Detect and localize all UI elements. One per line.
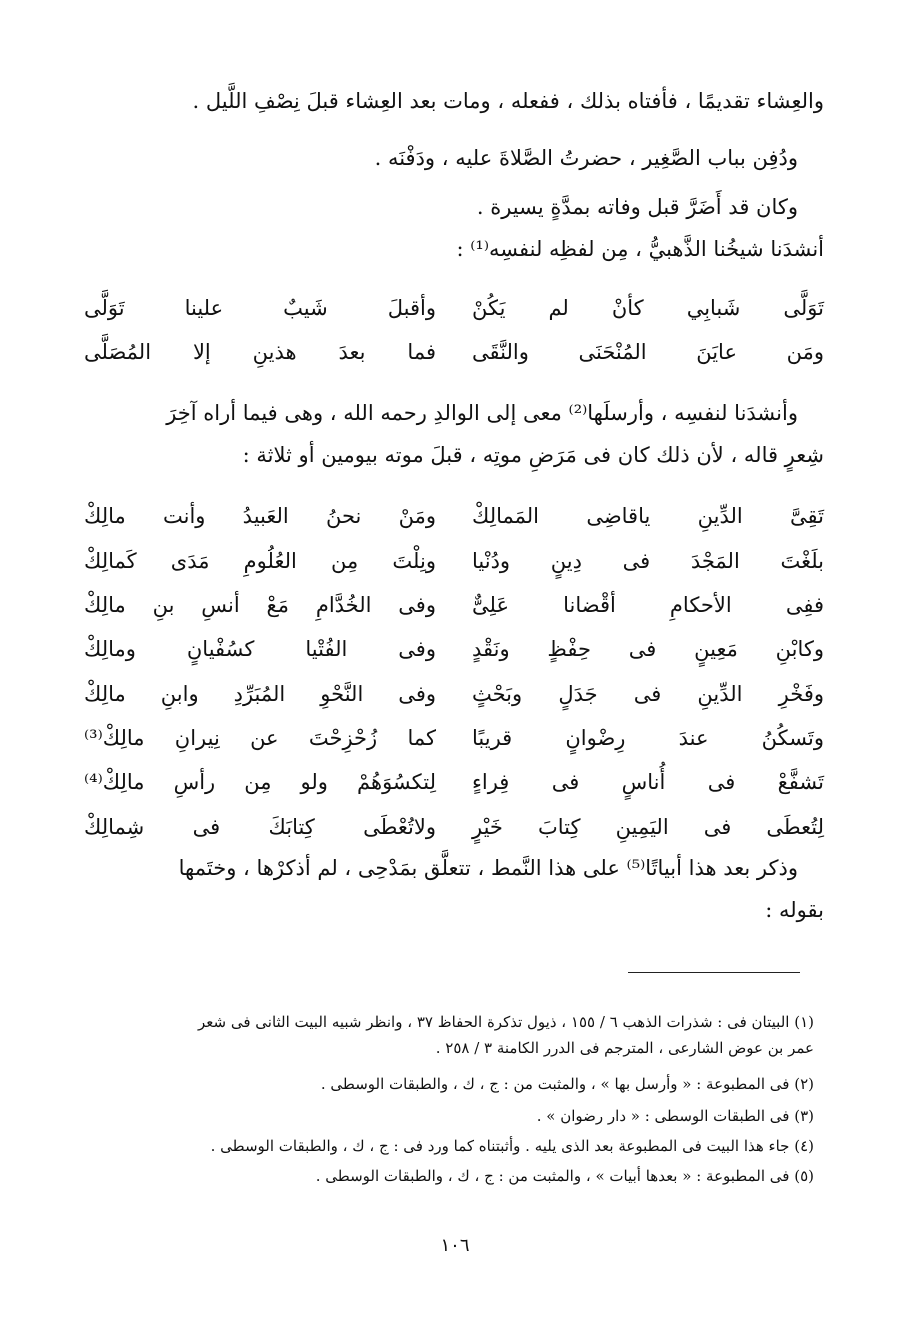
prose-line: وكان قد أَضَرَّ قبل وفاته بمدَّةٍ يسيرة . [476,195,798,219]
verse-line [84,292,824,324]
verse-line [84,811,824,843]
verse-first-hemistich: لِتُعطَى فى اليَمِينِ كِتابَ خَيْرٍ [472,815,824,839]
verse-first-hemistich: تَقِىَّ الدِّينِ ياقاضِى المَمالِكْ [472,504,824,528]
footnote: (٣) فى الطبقات الوسطى : « دار رضوان » . [536,1107,814,1125]
verse-first-hemistich: تَشفَّعْ فى أُناسٍ فى فِراءٍ [472,770,824,794]
footnote: (٥) فى المطبوعة : « بعدها أبيات » ، والمثبت من : ج ، ك ، والطبقات الوسطى . [315,1167,814,1185]
verse-second-hemistich: ومَنْ نحنُ العَبيدُ وأنت مالِكْ [84,504,436,528]
verse-first-hemistich: ففِى الأحكامِ أقْضانا عَلِىٌّ [472,593,824,617]
prose-line: وأنشدَنا لنفسِه ، وأرسلَها⁽²⁾ معى إلى الوالدِ رحمه الله ، وهى فيما أراه آخِرَ [166,401,798,425]
prose-line: بقوله : [765,898,824,922]
verse-first-hemistich: وكابْنِ مَعِينٍ فى حِفْظٍ ونَقْدٍ [472,637,824,661]
prose-line: شِعرٍ قاله ، لأن ذلك كان فى مَرَضِ موتِه ، قبلَ موته بيومين أو ثلاثة : [242,443,824,467]
footnote: عمر بن عوض الشارعى ، المترجم فى الدرر الكامنة ٣ / ٢٥٨ . [435,1039,814,1057]
verse-line [84,500,824,532]
prose-line: والعِشاء تقديمًا ، فأفتاه بذلك ، ففعله ، ومات بعد العِشاء قبلَ نِصْفِ اللَّيل . [192,89,824,113]
verse-second-hemistich: كما زُحْزِحْتَ عن نِيرانِ مالِكْ⁽³⁾ [84,726,436,750]
verse-first-hemistich: بلَغْتَ المَجْدَ فى دِينٍ ودُنْيا [472,549,824,573]
verse-line [84,633,824,665]
verse-line [84,589,824,621]
verse-line [84,545,824,577]
verse-first-hemistich: تَوَلَّى شَبابِي كأنْ لم يَكُنْ [472,296,824,320]
prose-line: أنشدَنا شيخُنا الذَّهبيُّ ، مِن لفظِه لنفسِه⁽¹⁾ : [456,237,824,261]
verse-second-hemistich: لِتكسُوَهُمْ ولو مِن رأسِ مالِكْ⁽⁴⁾ [84,770,436,794]
footnote: (٤) جاء هذا البيت فى المطبوعة بعد الذى يليه . وأثبتناه كما ورد فى : ج ، ك ، والطبقات الوسطى . [210,1137,814,1155]
page-number: ١٠٦ [440,1235,470,1256]
verse-line [84,722,824,754]
verse-second-hemistich: وأقبلَ شَيبٌ علينا تَوَلَّى [84,296,436,320]
verse-first-hemistich: ومَن عايَنَ المُنْحَنَى والنَّقَى [472,340,824,364]
footnote: (١) البيتان فى : شذرات الذهب ٦ / ١٥٥ ، ذيول تذكرة الحفاظ ٣٧ ، وانظر شبيه البيت الثانى فى شعر [197,1013,814,1031]
prose-line: ودُفِن بباب الصَّغِير ، حضرتُ الصَّلاةَ عليه ، ودَفْنَه . [374,146,798,170]
footnote: (٢) فى المطبوعة : « وأرسل بها » ، والمثبت من : ج ، ك ، والطبقات الوسطى . [320,1075,814,1093]
verse-second-hemistich: وفى الفُتْيا كسُفْيانٍ ومالِكْ [84,637,436,661]
verse-second-hemistich: فما بعدَ هذينِ إلا المُصَلَّى [84,340,436,364]
verse-second-hemistich: وفى النَّحْوِ المُبَرِّدِ وابنِ مالِكْ [84,682,436,706]
verse-line [84,678,824,710]
verse-second-hemistich: ونِلْتَ مِن العُلُومِ مَدَى كَمالِكْ [84,549,436,573]
verse-second-hemistich: وفى الخُدَّامِ مَعْ أنسِ بنِ مالِكْ [84,593,436,617]
verse-second-hemistich: ولاتُعْطَى كِتابَكَ فى شِمالِكْ [84,815,436,839]
verse-first-hemistich: وفَخْرِ الدِّينِ فى جَدَلٍ وبَحْثٍ [472,682,824,706]
footnote-separator [628,972,800,973]
verse-line [84,336,824,368]
verse-first-hemistich: وتَسكُنُ عندَ رِضْوانٍ قريبًا [472,726,824,750]
prose-line: وذكر بعد هذا أبياتًا⁽⁵⁾ على هذا النَّمط ، تتعلَّق بمَدْحِى ، لم أذكرْها ، وختَمها [178,856,798,880]
verse-line [84,766,824,798]
